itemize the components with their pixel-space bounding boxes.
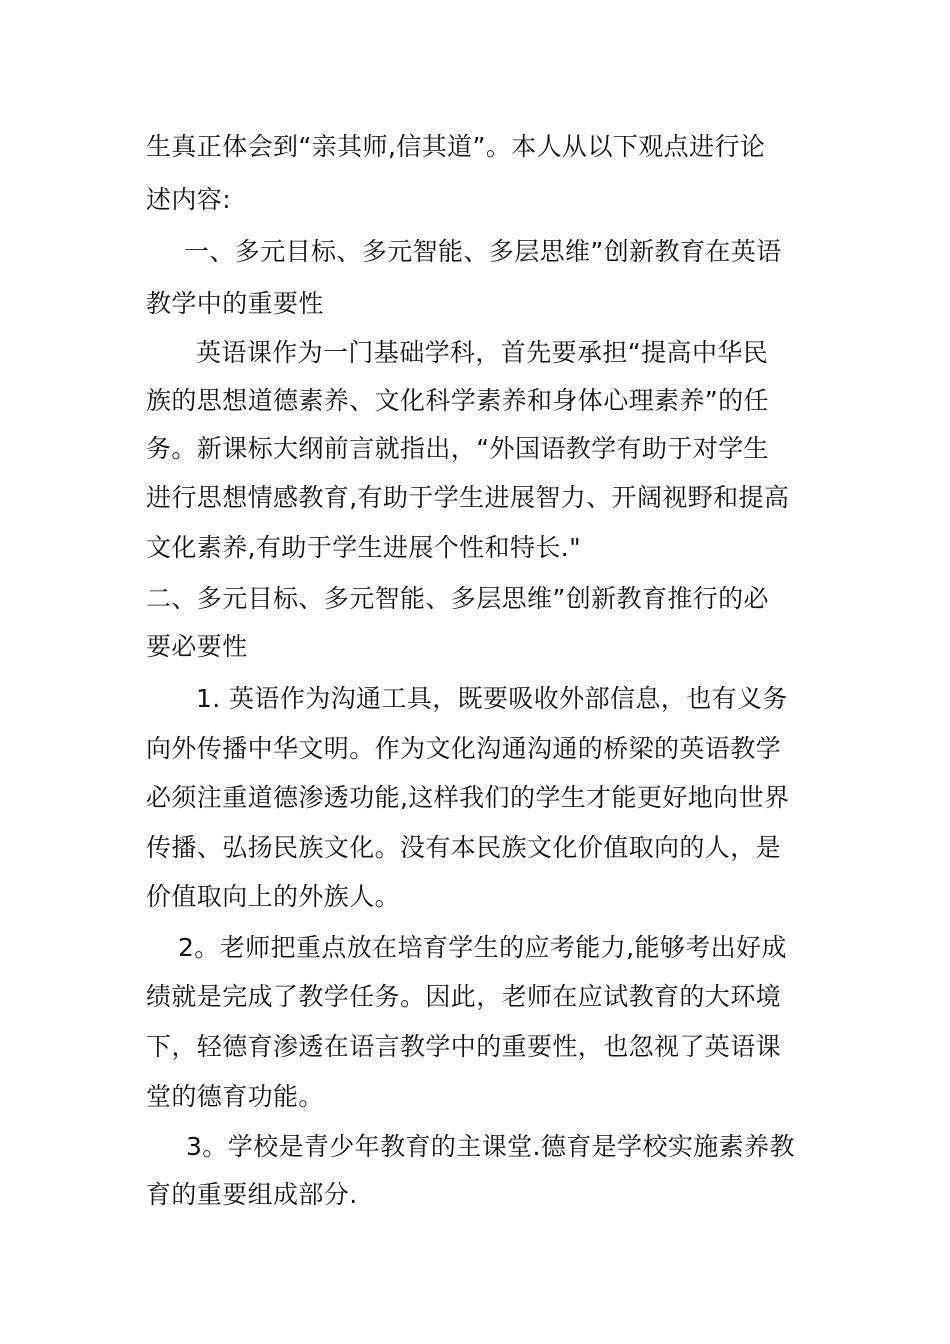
text-line: 族的思想道德素养、文化科学素养和身体心理素养”的任 <box>146 386 769 415</box>
text-line: 下，轻德育渗透在语言教学中的重要性，也忽视了英语课 <box>146 1032 782 1061</box>
section-heading: 教学中的重要性 <box>146 289 324 318</box>
section-heading: 二、多元目标、多元智能、多层思维”创新教育推行的必 <box>146 584 769 613</box>
section-heading: 要必要性 <box>146 632 248 661</box>
text-line: 3。学校是青少年教育的主课堂.德育是学校实施素养教 <box>186 1132 795 1161</box>
text-line: 进行思想情感教育,有助于学生进展智力、开阔视野和提高 <box>146 483 790 512</box>
text-line: 绩就是完成了教学任务。因此，老师在应试教育的大环境 <box>146 982 782 1011</box>
text-line: 生真正体会到“亲其师,信其道”。本人从以下观点进行论 <box>146 132 766 161</box>
text-line: 1. 英语作为沟通工具，既要吸收外部信息，也有义务 <box>196 684 788 713</box>
text-line: 述内容: <box>146 185 232 214</box>
text-line: 2。老师把重点放在培育学生的应考能力,能够考出好成 <box>178 933 787 962</box>
section-heading: 一、多元目标、多元智能、多层思维”创新教育在英语 <box>184 237 782 266</box>
text-line: 务。新课标大纲前言就指出，“外国语教学有助于对学生 <box>146 434 769 463</box>
text-line: 向外传播中华文明。作为文化沟通沟通的桥梁的英语教学 <box>146 734 782 763</box>
text-line: 英语课作为一门基础学科，首先要承担“提高中华民 <box>196 338 769 367</box>
text-line: 价值取向上的外族人。 <box>146 882 401 911</box>
text-line: 文化素养,有助于学生进展个性和特长." <box>146 533 581 562</box>
text-line: 传播、弘扬民族文化。没有本民族文化价值取向的人，是 <box>146 833 782 862</box>
text-line: 堂的德育功能。 <box>146 1082 324 1111</box>
text-line: 育的重要组成部分. <box>146 1180 358 1209</box>
text-line: 必须注重道德渗透功能,这样我们的学生才能更好地向世界 <box>146 783 790 812</box>
